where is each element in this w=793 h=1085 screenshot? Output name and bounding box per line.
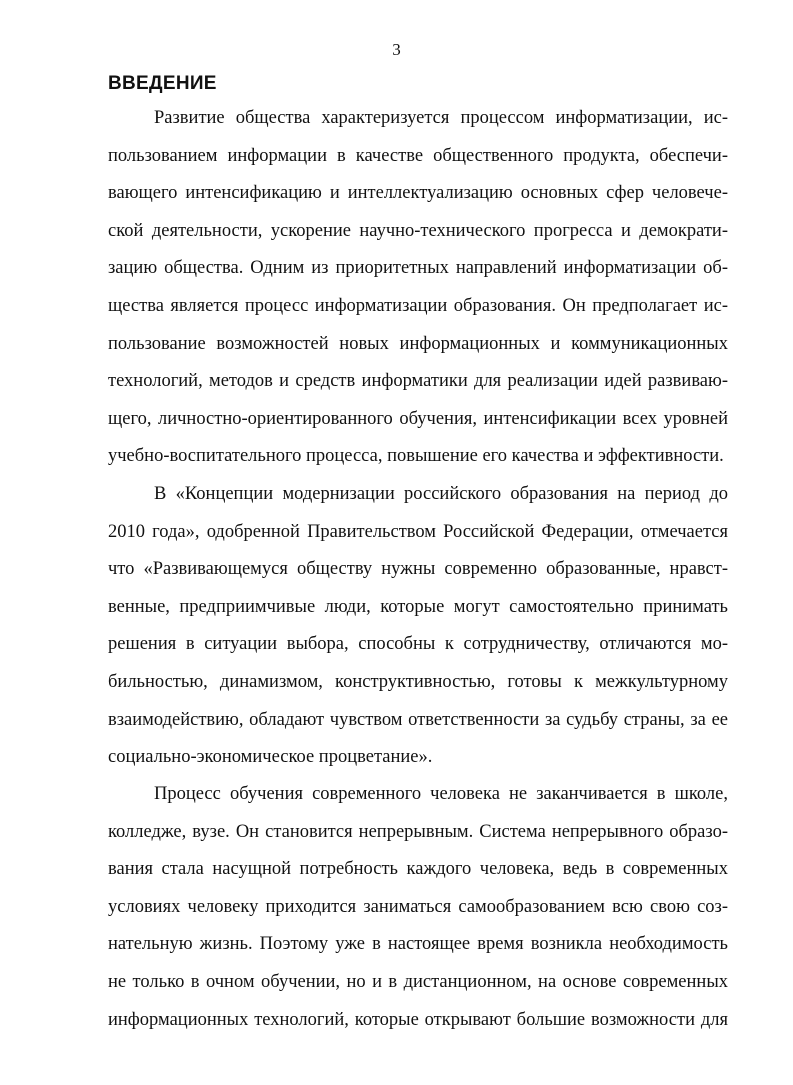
text-line: условиях человеку приходится заниматься самообразованием всю свою соз- xyxy=(108,896,728,917)
paragraph-1 xyxy=(108,100,728,476)
text-line: не только в очном обучении, но и в дистанционном, на основе современных xyxy=(108,971,728,992)
text-line: что «Развивающемуся обществу нужны современно образованные, нравст- xyxy=(108,559,728,580)
text-line: решения в ситуации выбора, способны к сотрудничеству, отличаются мо- xyxy=(108,634,728,655)
text-line: вания стала насущной потребность каждого человека, ведь в современных xyxy=(108,859,728,880)
text-line: венные, предприимчивые люди, которые могут самостоятельно принимать xyxy=(108,596,728,617)
text-line: Процесс обучения современного человека не заканчивается в школе, xyxy=(154,784,728,804)
text-line: взаимодействию, обладают чувством ответственности за судьбу страны, за ее xyxy=(108,709,728,730)
text-line: Развитие общества характеризуется процессом информатизации, ис- xyxy=(154,108,728,128)
text-line: зацию общества. Одним из приоритетных направлений информатизации об- xyxy=(108,258,728,279)
text-line: ской деятельности, ускорение научно-технического прогресса и демократи- xyxy=(108,220,728,241)
text-line: технологий, методов и средств информатики для реализации идей развиваю- xyxy=(108,371,728,392)
text-line: вающего интенсификацию и интеллектуализацию основных сфер человече- xyxy=(108,183,728,204)
paragraph-2 xyxy=(108,476,728,777)
text-line: пользованием информации в качестве общественного продукта, обеспечи- xyxy=(108,145,728,166)
text-line: В «Концепции модернизации российского образования на период до xyxy=(154,484,728,504)
text-line: щества является процесс информатизации образования. Он предполагает ис- xyxy=(108,295,728,316)
text-line: бильностью, динамизмом, конструктивностью, готовы к межкультурному xyxy=(108,671,728,692)
text-line: информационных технологий, которые открывают большие возможности для xyxy=(108,1009,728,1030)
paragraph-3 xyxy=(108,776,728,1039)
page-number: 3 xyxy=(392,40,401,59)
section-heading: ВВЕДЕНИЕ xyxy=(108,73,217,94)
text-line: 2010 года», одобренной Правительством Российской Федерации, отмечается xyxy=(108,521,728,542)
text-line: нательную жизнь. Поэтому уже в настоящее время возникла необходимость xyxy=(108,934,728,955)
text-line: щего, личностно-ориентированного обучения, интенсификации всех уровней xyxy=(108,408,728,429)
text-line: социально-экономическое процветание». xyxy=(108,747,433,768)
text-line: учебно-воспитательного процесса, повышение его качества и эффективности. xyxy=(108,446,724,467)
text-line: колледже, вузе. Он становится непрерывным. Система непрерывного образо- xyxy=(108,821,728,842)
text-line: пользование возможностей новых информационных и коммуникационных xyxy=(108,333,728,354)
